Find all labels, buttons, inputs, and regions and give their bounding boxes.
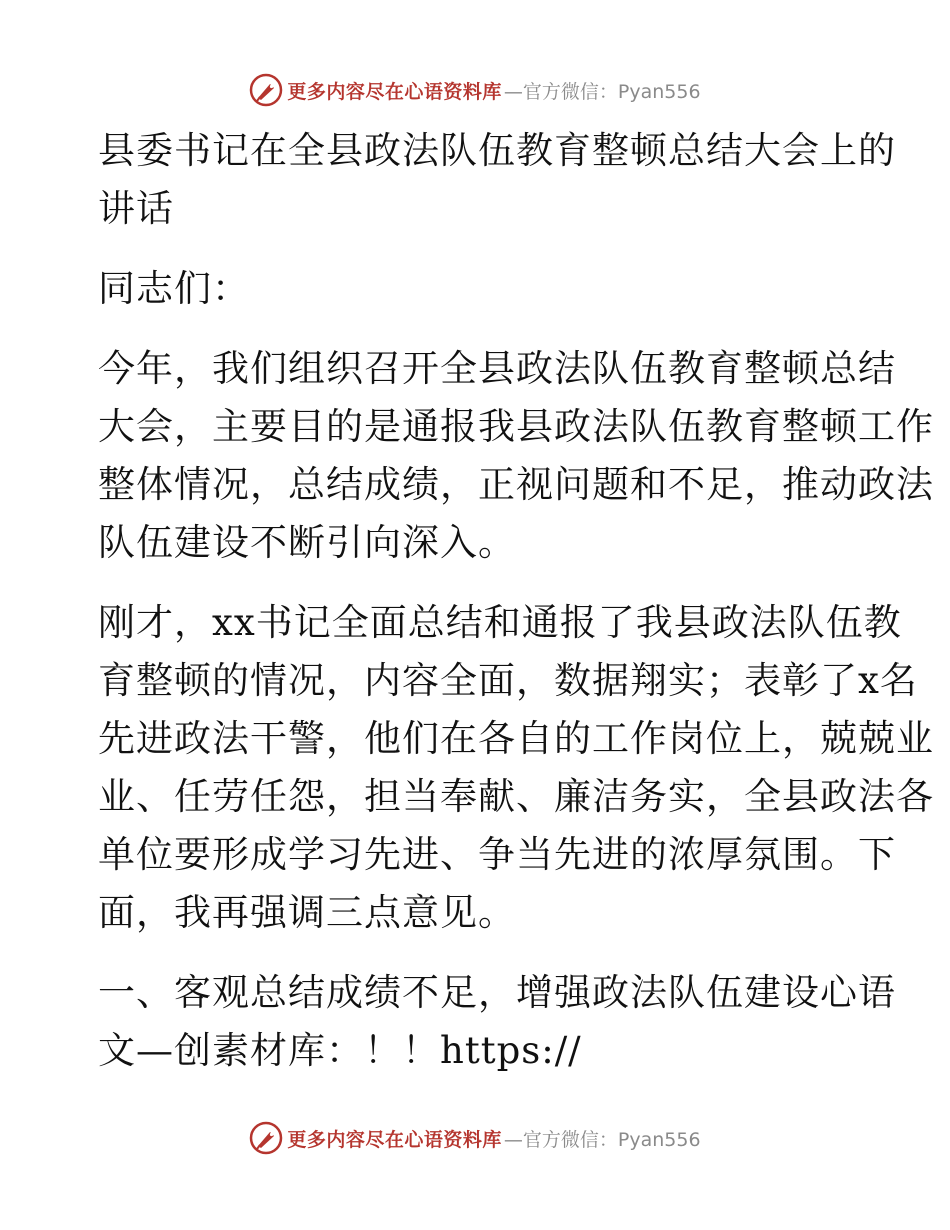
paragraph-line: 单位要形成学习先进、争当先进的浓厚氛围。下 (98, 833, 896, 876)
paragraph-line: 育整顿的情况，内容全面，数据翔实；表彰了x名 (98, 659, 918, 702)
paragraph-1 (98, 340, 934, 572)
banner-brand-text: 更多内容尽在心语资料库 (287, 80, 502, 103)
section-heading-line: 一、客观总结成绩不足，增强政法队伍建设心语 (98, 971, 896, 1014)
pen-nib-logo-icon (249, 1121, 283, 1155)
paragraph-line: 整体情况，总结成绩，正视问题和不足，推动政法 (98, 463, 934, 506)
pen-nib-logo-icon (249, 73, 283, 107)
paragraph-line: 刚才，xx书记全面总结和通报了我县政法队伍教 (98, 601, 902, 644)
paragraph-2 (98, 594, 934, 942)
paragraph-line: 今年，我们组织召开全县政法队伍教育整顿总结 (98, 347, 896, 390)
paragraph-line: 文—创素材库：！！https:// (98, 1029, 582, 1072)
salutation: 同志们： (98, 267, 250, 310)
document-title-line-2: 讲话 (98, 187, 174, 230)
paragraph-3 (98, 964, 896, 1080)
banner-wechat-text: —官方微信：Pyan556 (503, 1128, 701, 1151)
document-title-line-1: 县委书记在全县政法队伍教育整顿总结大会上的 (98, 129, 896, 172)
banner-brand-text: 更多内容尽在心语资料库 (287, 1128, 502, 1151)
banner-wechat-text: —官方微信：Pyan556 (503, 80, 701, 103)
paragraph-line: 大会，主要目的是通报我县政法队伍教育整顿工作 (98, 405, 934, 448)
paragraph-line: 业、任劳任怨，担当奉献、廉洁务实，全县政法各 (98, 775, 934, 818)
header-watermark-banner (0, 70, 950, 110)
footer-watermark-banner (0, 1118, 950, 1158)
paragraph-line: 先进政法干警，他们在各自的工作岗位上，兢兢业 (98, 717, 934, 760)
paragraph-line: 队伍建设不断引向深入。 (98, 521, 516, 564)
document-body (98, 122, 934, 1080)
paragraph-line: 面，我再强调三点意见。 (98, 891, 516, 934)
